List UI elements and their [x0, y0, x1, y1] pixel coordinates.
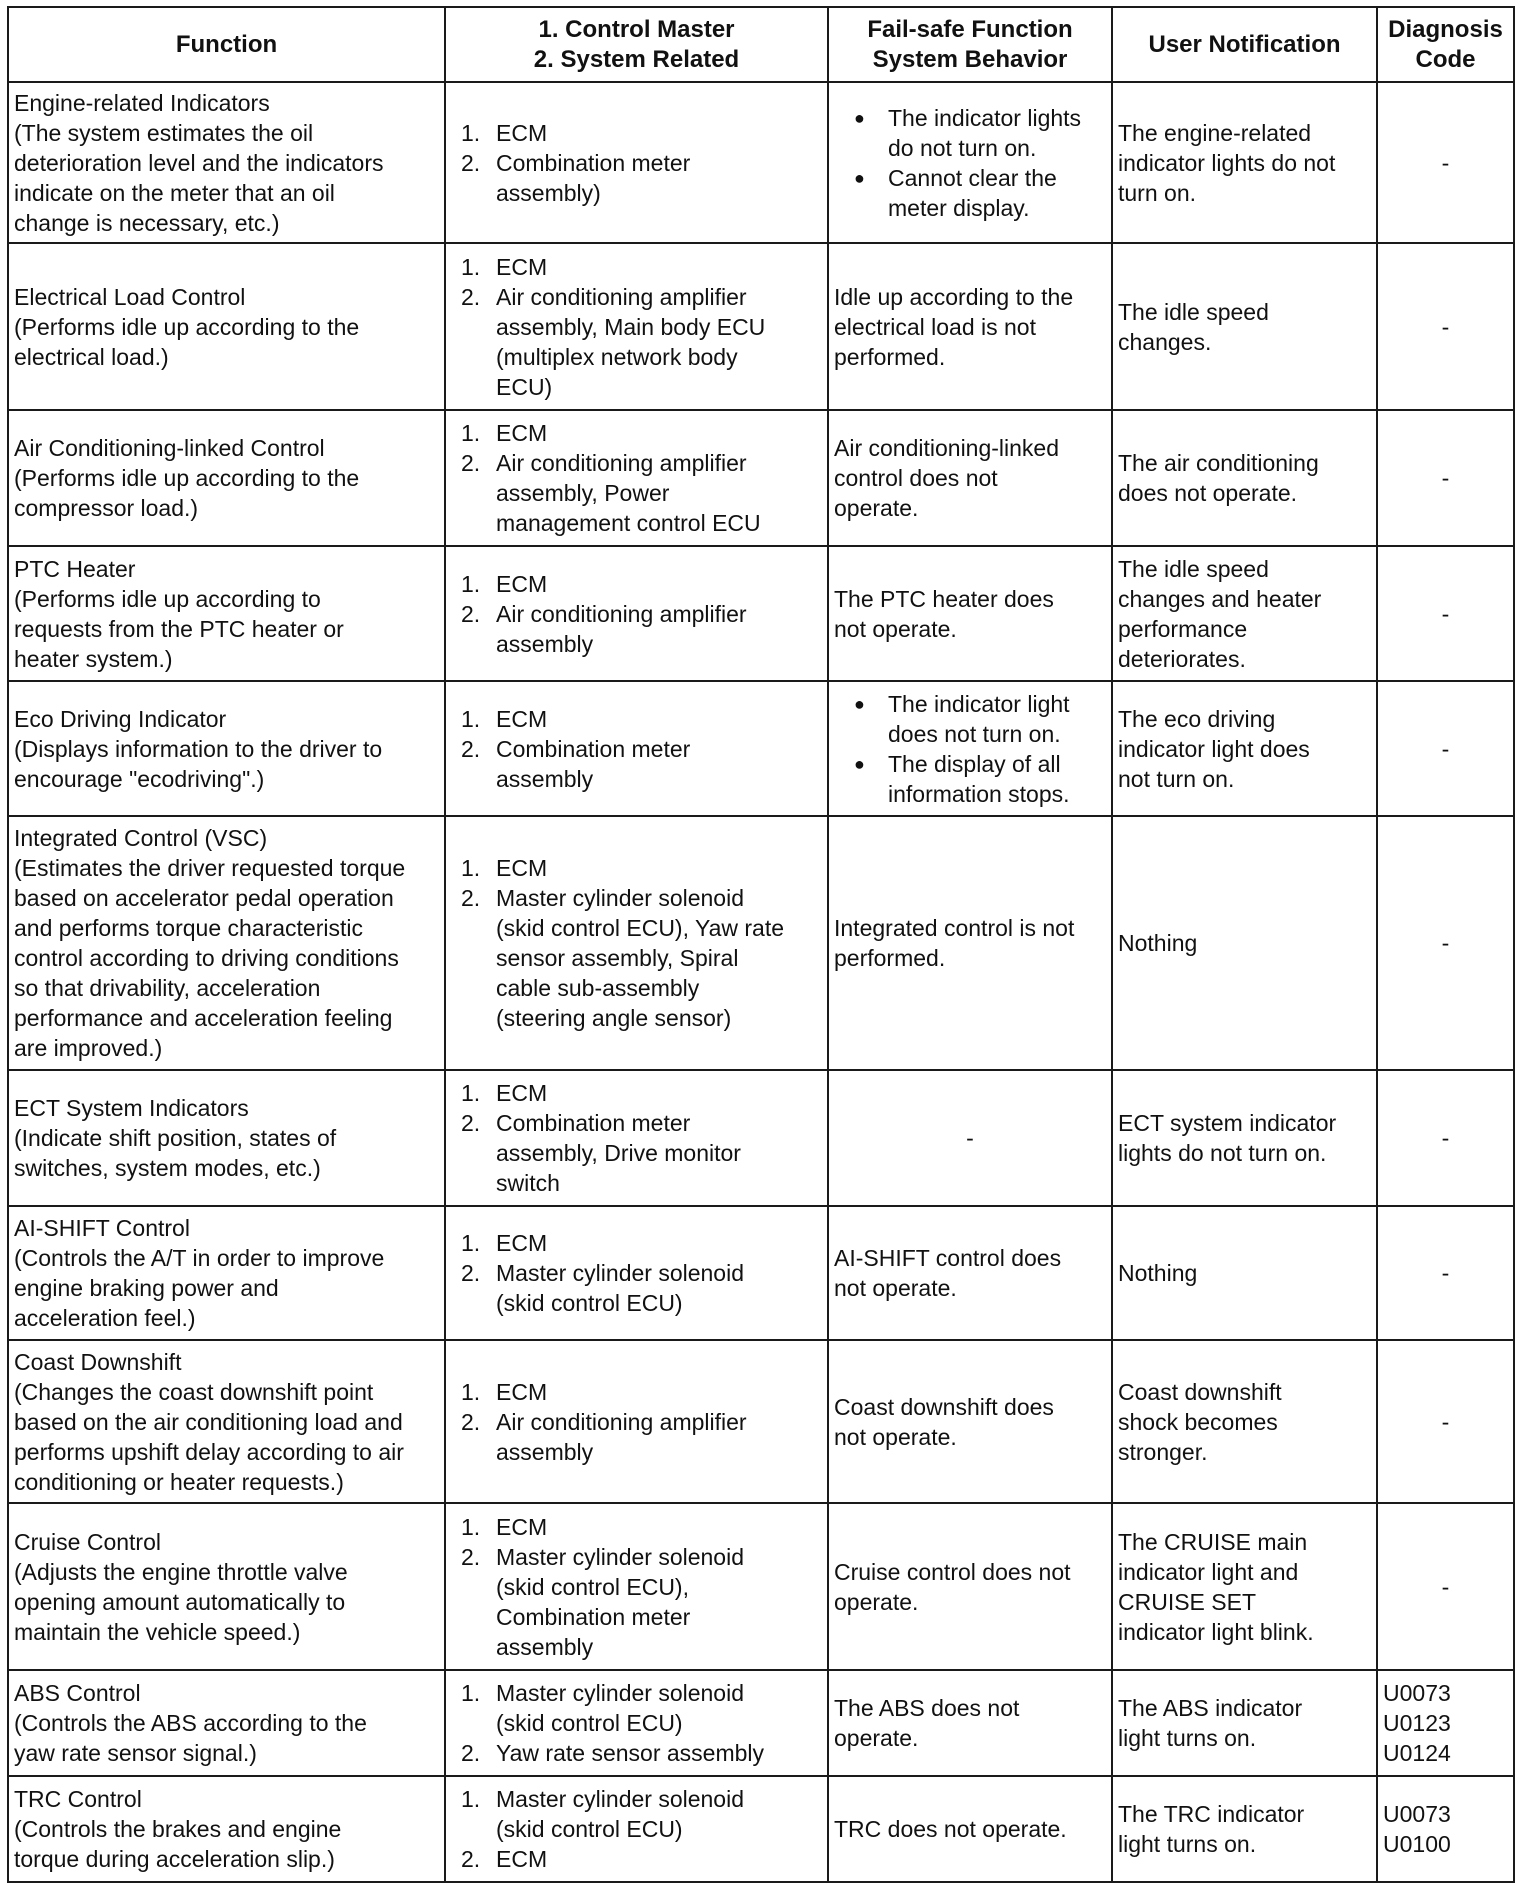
text-line: The CRUISE main	[1118, 1528, 1308, 1555]
function-table	[7, 6, 1515, 1883]
text-line: so that drivability, acceleration	[14, 975, 321, 1001]
text-line: operate.	[834, 1588, 919, 1615]
function-cell	[8, 410, 445, 546]
user-notification-cell	[1112, 410, 1377, 546]
text-line: light turns on.	[1118, 1831, 1257, 1857]
text-line: ECM	[496, 253, 548, 280]
text-line: Air conditioning amplifier	[496, 1408, 747, 1435]
table-row	[8, 1340, 1514, 1503]
function-cell	[8, 1670, 445, 1776]
text-line: The indicator light	[888, 690, 1070, 717]
bullet-icon: ●	[854, 753, 865, 774]
text-line: ABS Control	[14, 1680, 141, 1706]
text-line: (skid control ECU)	[496, 1290, 683, 1316]
system-related-item: 2. Air conditioning amplifier assembly, Main body ECU (multiplex network body ECU)	[461, 282, 822, 402]
text-line: -	[1441, 1125, 1450, 1151]
text-line: The TRC indicator	[1118, 1801, 1305, 1827]
text-line: Integrated Control (VSC)	[14, 825, 268, 851]
text-line: The idle speed	[1118, 555, 1269, 582]
text-line: deteriorates.	[1118, 645, 1246, 672]
function-cell	[8, 243, 445, 410]
diagnosis-code-cell	[1377, 243, 1514, 410]
diagnosis-code-cell	[1377, 1503, 1514, 1670]
text-line: ECM	[496, 119, 548, 146]
text-line: requests from the PTC heater or	[14, 615, 344, 642]
control-master-item: 1. ECM	[461, 418, 822, 448]
control-master-cell	[445, 82, 828, 243]
system-related-item: 2. Combination meter assembly	[461, 734, 822, 794]
text-line: (skid control ECU), Yaw rate	[496, 915, 785, 941]
failsafe-cell	[828, 816, 1112, 1070]
control-master-item: 1. ECM	[461, 1078, 822, 1108]
text-line: Engine-related Indicators	[14, 89, 270, 116]
diagnosis-code-cell	[1377, 1340, 1514, 1503]
table-row	[8, 243, 1514, 410]
header-row	[8, 7, 1514, 82]
text-line: are improved.)	[14, 1035, 163, 1061]
text-line: not operate.	[834, 615, 957, 642]
control-master-item: 1. ECM	[461, 704, 822, 734]
text-line: indicator light blink.	[1118, 1618, 1314, 1645]
text-line: Air conditioning amplifier	[496, 283, 747, 310]
function-cell	[8, 1206, 445, 1340]
text-line: control according to driving conditions	[14, 945, 399, 971]
diagnosis-code-cell	[1377, 681, 1514, 816]
function-cell	[8, 82, 445, 243]
control-master-item: 1. Master cylinder solenoid (skid control ECU)	[461, 1678, 822, 1738]
system-related-item: 2. Air conditioning amplifier assembly	[461, 1407, 822, 1467]
system-related-item: 2. Air conditioning amplifier assembly	[461, 599, 822, 659]
text-line: indicate on the meter that an oil	[14, 179, 335, 206]
text-line: (Adjusts the engine throttle valve	[14, 1558, 348, 1585]
header-user-notification: User Notification	[1112, 7, 1377, 82]
system-related-item: 2. ECM	[461, 1844, 822, 1874]
control-master-cell	[445, 1776, 828, 1882]
failsafe-cell	[828, 410, 1112, 546]
system-related-item: 2. Combination meter assembly, Drive monitor switch	[461, 1108, 822, 1198]
text-line: -	[1441, 930, 1450, 956]
bullet-icon: ●	[854, 107, 865, 128]
table-row	[8, 1670, 1514, 1776]
control-master-cell	[445, 681, 828, 816]
control-master-cell	[445, 1670, 828, 1776]
failsafe-cell	[828, 1206, 1112, 1340]
text-line: Coast Downshift	[14, 1348, 182, 1375]
text-line: Cannot clear the	[888, 164, 1057, 191]
text-line: Eco Driving Indicator	[14, 705, 227, 732]
user-notification-cell	[1112, 1070, 1377, 1206]
text-line: Air conditioning-linked	[834, 435, 1060, 461]
text-line: Nothing	[1118, 1260, 1198, 1286]
text-line: Combination meter	[496, 149, 691, 176]
control-master-cell	[445, 243, 828, 410]
control-master-item: 1. ECM	[461, 118, 822, 148]
control-master-item: 1. ECM	[461, 252, 822, 282]
text-line: U0073	[1383, 1801, 1451, 1827]
text-line: maintain the vehicle speed.)	[14, 1618, 301, 1645]
text-line: assembly	[496, 1633, 594, 1660]
text-line: performance	[1118, 615, 1248, 642]
text-line: U0124	[1383, 1740, 1451, 1766]
text-line: electrical load is not	[834, 313, 1036, 340]
text-line: ECT System Indicators	[14, 1095, 249, 1121]
bullet-icon: ●	[854, 167, 865, 188]
text-line: (multiplex network body	[496, 343, 738, 370]
header-failsafe: Fail-safe Function System Behavior	[828, 7, 1112, 82]
text-line: Combination meter	[496, 1603, 691, 1630]
text-line: Coast downshift does	[834, 1393, 1054, 1420]
text-line: ECT system indicator	[1118, 1110, 1337, 1136]
diagnosis-code-cell	[1377, 816, 1514, 1070]
text-line: (skid control ECU),	[496, 1573, 689, 1600]
failsafe-cell	[828, 243, 1112, 410]
text-line: TRC does not operate.	[834, 1816, 1067, 1842]
text-line: -	[1441, 465, 1450, 491]
user-notification-cell	[1112, 243, 1377, 410]
table-row	[8, 816, 1514, 1070]
control-master-cell	[445, 546, 828, 681]
text-line: Master cylinder solenoid	[496, 1260, 745, 1286]
text-line: electrical load.)	[14, 343, 169, 370]
text-line: The idle speed	[1118, 298, 1269, 325]
text-line: -	[1441, 1408, 1450, 1435]
text-line: (Performs idle up according to the	[14, 465, 360, 491]
failsafe-cell	[828, 681, 1112, 816]
text-line: control does not	[834, 465, 998, 491]
control-master-item: 1. ECM	[461, 1377, 822, 1407]
text-line: operate.	[834, 495, 919, 521]
text-line: -	[1441, 149, 1450, 176]
text-line: assembly	[496, 765, 594, 792]
text-line: assembly, Main body ECU	[496, 313, 766, 340]
control-master-cell	[445, 816, 828, 1070]
header-diagnosis-code: Diagnosis Code	[1377, 7, 1514, 82]
failsafe-cell	[828, 1340, 1112, 1503]
text-line: performs upshift delay according to air	[14, 1438, 404, 1465]
user-notification-cell	[1112, 816, 1377, 1070]
text-line: does not operate.	[1118, 480, 1298, 506]
text-line: sensor assembly, Spiral	[496, 945, 739, 971]
diagnosis-code-cell	[1377, 82, 1514, 243]
diagnosis-code-cell	[1377, 1206, 1514, 1340]
text-line: ECM	[496, 1846, 548, 1872]
header-function: Function	[8, 7, 445, 82]
text-line: management control ECU	[496, 510, 761, 536]
failsafe-cell	[828, 82, 1112, 243]
table-row	[8, 681, 1514, 816]
user-notification-cell	[1112, 1776, 1377, 1882]
text-line: assembly, Drive monitor	[496, 1140, 741, 1166]
text-line: changes and heater	[1118, 585, 1322, 612]
control-master-item: 1. ECM	[461, 1228, 822, 1258]
text-line: (Controls the A/T in order to improve	[14, 1245, 385, 1271]
text-line: ECM	[496, 705, 548, 732]
system-related-item: 2. Master cylinder solenoid (skid control ECU)	[461, 1258, 822, 1318]
failsafe-cell	[828, 1503, 1112, 1670]
text-line: compressor load.)	[14, 495, 199, 521]
text-line: shock becomes	[1118, 1408, 1278, 1435]
text-line: The indicator lights	[888, 104, 1082, 131]
text-line: Yaw rate sensor assembly	[496, 1740, 765, 1766]
failsafe-bullet-item	[854, 749, 1106, 809]
user-notification-cell	[1112, 546, 1377, 681]
system-related-item: 2. Combination meter assembly)	[461, 148, 822, 208]
text-line: opening amount automatically to	[14, 1588, 346, 1615]
text-line: (skid control ECU)	[496, 1710, 683, 1736]
user-notification-cell	[1112, 1340, 1377, 1503]
text-line: AI-SHIFT Control	[14, 1215, 190, 1241]
system-related-item: 2. Master cylinder solenoid (skid control ECU), Combination meter assembly	[461, 1542, 822, 1662]
text-line: do not turn on.	[888, 134, 1037, 161]
text-line: The ABS does not	[834, 1695, 1020, 1721]
table-row	[8, 546, 1514, 681]
text-line: -	[1441, 1573, 1450, 1600]
function-cell	[8, 681, 445, 816]
text-line: U0073	[1383, 1680, 1451, 1706]
text-line: Electrical Load Control	[14, 283, 246, 310]
text-line: information stops.	[888, 780, 1070, 807]
diagnosis-code-cell	[1377, 1070, 1514, 1206]
text-line: performed.	[834, 945, 946, 971]
text-line: Air conditioning amplifier	[496, 450, 747, 476]
text-line: Nothing	[1118, 930, 1198, 956]
text-line: (steering angle sensor)	[496, 1005, 732, 1031]
text-line: stronger.	[1118, 1438, 1208, 1465]
text-line: engine braking power and	[14, 1275, 279, 1301]
text-line: Air conditioning amplifier	[496, 600, 747, 627]
function-cell	[8, 1340, 445, 1503]
control-master-cell	[445, 1503, 828, 1670]
text-line: assembly, Power	[496, 480, 670, 506]
text-line: ECM	[496, 855, 548, 881]
text-line: assembly	[496, 1438, 594, 1465]
text-line: (Controls the ABS according to the	[14, 1710, 367, 1736]
text-line: The eco driving	[1118, 705, 1276, 732]
user-notification-cell	[1112, 82, 1377, 243]
text-line: Idle up according to the	[834, 283, 1074, 310]
text-line: U0100	[1383, 1831, 1451, 1857]
text-line: The display of all	[888, 750, 1061, 777]
text-line: (Estimates the driver requested torque	[14, 855, 406, 881]
text-line: meter display.	[888, 194, 1030, 221]
control-master-item: 1. Master cylinder solenoid (skid control ECU)	[461, 1784, 822, 1844]
system-related-item: 2. Air conditioning amplifier assembly, Power management control ECU	[461, 448, 822, 538]
table-row	[8, 1776, 1514, 1882]
control-master-cell	[445, 1206, 828, 1340]
text-line: performed.	[834, 343, 946, 370]
text-line: TRC Control	[14, 1786, 142, 1812]
function-cell	[8, 1503, 445, 1670]
text-line: not operate.	[834, 1423, 957, 1450]
text-line: ECU)	[496, 373, 553, 400]
text-line: -	[1441, 313, 1450, 340]
user-notification-cell	[1112, 1206, 1377, 1340]
text-line: (Performs idle up according to the	[14, 313, 360, 340]
text-line: Master cylinder solenoid	[496, 1680, 745, 1706]
failsafe-cell	[828, 546, 1112, 681]
text-line: (Displays information to the driver to	[14, 735, 383, 762]
system-related-item: 2. Yaw rate sensor assembly	[461, 1738, 822, 1768]
failsafe-cell: -	[828, 1070, 1112, 1206]
text-line: performance and acceleration feeling	[14, 1005, 393, 1031]
text-line: (Performs idle up according to	[14, 585, 321, 612]
text-line: change is necessary, etc.)	[14, 209, 280, 236]
text-line: Combination meter	[496, 735, 691, 762]
control-master-item: 1. ECM	[461, 853, 822, 883]
text-line: (Indicate shift position, states of	[14, 1125, 337, 1151]
text-line: assembly	[496, 630, 594, 657]
text-line: ECM	[496, 570, 548, 597]
text-line: Coast downshift	[1118, 1378, 1282, 1405]
text-line: ECM	[496, 1080, 548, 1106]
diagnosis-code-cell	[1377, 410, 1514, 546]
text-line: ECM	[496, 1513, 548, 1540]
text-line: indicator lights do not	[1118, 149, 1336, 176]
failsafe-bullet-item	[854, 103, 1106, 163]
text-line: (Changes the coast downshift point	[14, 1378, 374, 1405]
diagnosis-code-cell	[1377, 1670, 1514, 1776]
table-row	[8, 82, 1514, 243]
function-cell	[8, 546, 445, 681]
text-line: torque during acceleration slip.)	[14, 1846, 335, 1872]
function-cell	[8, 816, 445, 1070]
text-line: Master cylinder solenoid	[496, 1543, 745, 1570]
failsafe-cell	[828, 1670, 1112, 1776]
text-line: conditioning or heater requests.)	[14, 1468, 344, 1495]
diagnosis-code-cell	[1377, 1776, 1514, 1882]
text-line: Master cylinder solenoid	[496, 1786, 745, 1812]
text-line: The air conditioning	[1118, 450, 1319, 476]
table-row	[8, 1503, 1514, 1670]
text-line: The engine-related	[1118, 119, 1312, 146]
text-line: U0123	[1383, 1710, 1451, 1736]
text-line: indicator light and	[1118, 1558, 1299, 1585]
text-line: ECM	[496, 420, 548, 446]
text-line: based on accelerator pedal operation	[14, 885, 394, 911]
text-line: not turn on.	[1118, 765, 1235, 792]
text-line: PTC Heater	[14, 555, 136, 582]
text-line: cable sub-assembly	[496, 975, 700, 1001]
table-row	[8, 1206, 1514, 1340]
system-related-item: 2. Master cylinder solenoid (skid control ECU), Yaw rate sensor assembly, Spiral cable sub-assembly (steering angle sensor)	[461, 883, 822, 1033]
failsafe-bullet-item	[854, 689, 1106, 749]
text-line: (skid control ECU)	[496, 1816, 683, 1842]
bullet-icon: ●	[854, 693, 865, 714]
text-line: changes.	[1118, 328, 1212, 355]
text-line: yaw rate sensor signal.)	[14, 1740, 257, 1766]
text-line: ECM	[496, 1378, 548, 1405]
text-line: and performs torque characteristic	[14, 915, 363, 941]
text-line: The PTC heater does	[834, 585, 1054, 612]
text-line: acceleration feel.)	[14, 1305, 196, 1331]
text-line: switches, system modes, etc.)	[14, 1155, 321, 1181]
control-master-cell	[445, 1070, 828, 1206]
diagnosis-code-cell	[1377, 546, 1514, 681]
text-line: Cruise Control	[14, 1528, 161, 1555]
text-line: The ABS indicator	[1118, 1695, 1303, 1721]
failsafe-cell	[828, 1776, 1112, 1882]
text-line: based on the air conditioning load and	[14, 1408, 403, 1435]
control-master-cell	[445, 410, 828, 546]
text-line: not operate.	[834, 1275, 957, 1301]
text-line: heater system.)	[14, 645, 173, 672]
text-line: Master cylinder solenoid	[496, 885, 745, 911]
table-row	[8, 1070, 1514, 1206]
text-line: encourage "ecodriving".)	[14, 765, 265, 792]
text-line: CRUISE SET	[1118, 1588, 1257, 1615]
text-line: deterioration level and the indicators	[14, 149, 384, 176]
text-line: lights do not turn on.	[1118, 1140, 1327, 1166]
text-line: -	[1441, 1260, 1450, 1286]
text-line: does not turn on.	[888, 720, 1061, 747]
text-line: indicator light does	[1118, 735, 1310, 762]
text-line: AI-SHIFT control does	[834, 1245, 1062, 1271]
control-master-item: 1. ECM	[461, 1512, 822, 1542]
text-line: operate.	[834, 1725, 919, 1751]
text-line: turn on.	[1118, 179, 1196, 206]
text-line: -	[1441, 735, 1450, 762]
text-line: Cruise control does not	[834, 1558, 1071, 1585]
table-row	[8, 410, 1514, 546]
control-master-cell	[445, 1340, 828, 1503]
text-line: Integrated control is not	[834, 915, 1075, 941]
function-cell	[8, 1776, 445, 1882]
function-cell	[8, 1070, 445, 1206]
text-line: assembly)	[496, 179, 601, 206]
text-line: ECM	[496, 1230, 548, 1256]
user-notification-cell	[1112, 681, 1377, 816]
text-line: switch	[496, 1170, 560, 1196]
text-line: (The system estimates the oil	[14, 119, 314, 146]
failsafe-bullet-item	[854, 163, 1106, 223]
user-notification-cell	[1112, 1670, 1377, 1776]
text-line: -	[1441, 600, 1450, 627]
text-line: (Controls the brakes and engine	[14, 1816, 342, 1842]
text-line: light turns on.	[1118, 1725, 1257, 1751]
text-line: Combination meter	[496, 1110, 691, 1136]
text-line: Air Conditioning-linked Control	[14, 435, 325, 461]
user-notification-cell	[1112, 1503, 1377, 1670]
control-master-item: 1. ECM	[461, 569, 822, 599]
header-control-master: 1. Control Master 2. System Related	[445, 7, 828, 82]
